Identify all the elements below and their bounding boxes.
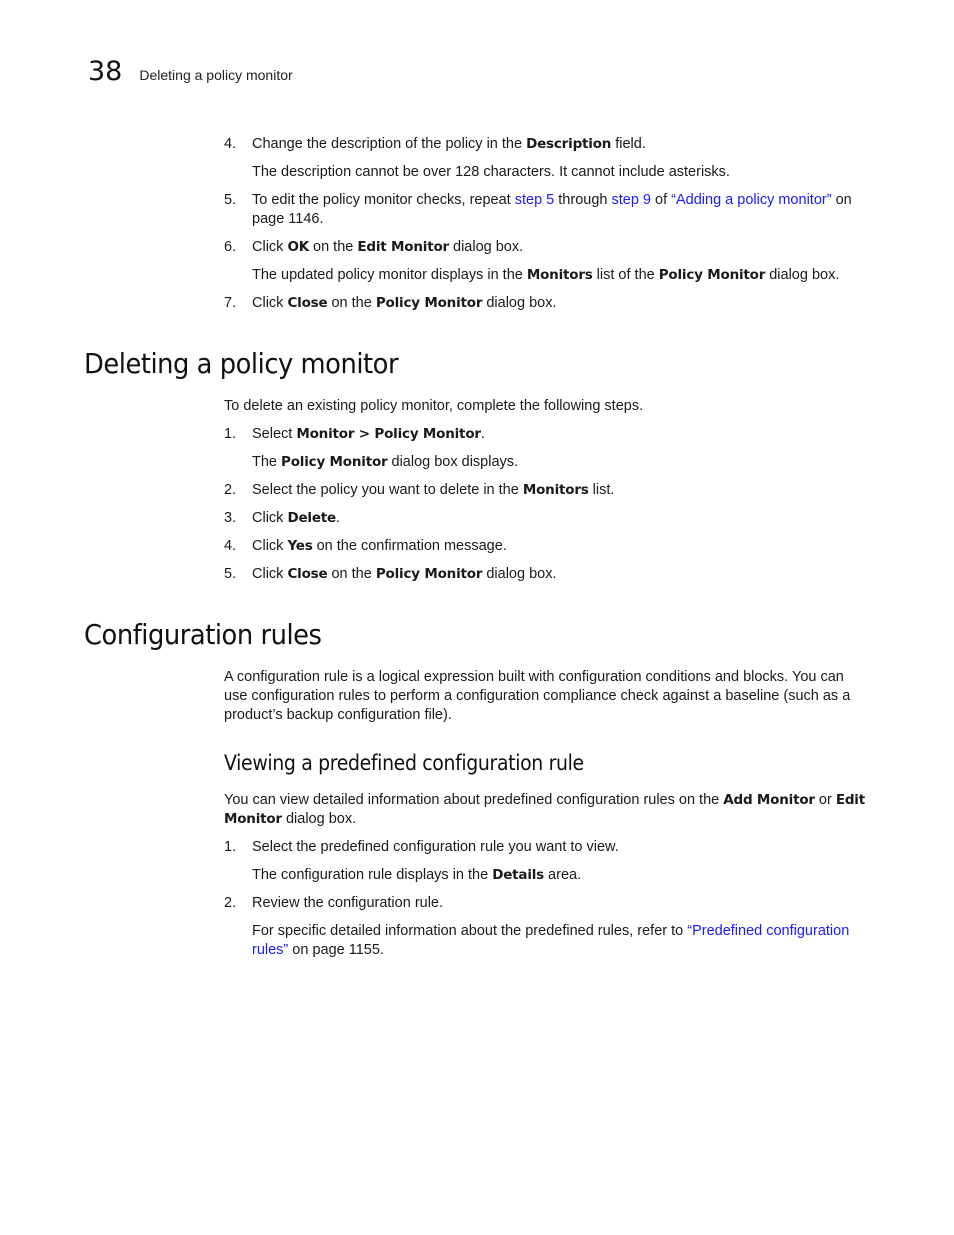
step-4: 4. Change the description of the policy in the Description field. [224, 136, 646, 152]
delete-step-3: 3. Click Delete. [224, 510, 341, 526]
deleting-intro: To delete an existing policy monitor, complete the following steps. [224, 398, 644, 414]
delete-step-2: 2. Select the policy you want to delete in the Monitors list. [224, 482, 615, 498]
step-4-note: The description cannot be over 128 characters. It cannot include asterisks. [252, 164, 730, 180]
heading-deleting-policy-monitor: Deleting a policy monitor [84, 347, 399, 380]
delete-step-1: 1. Select Monitor > Policy Monitor. [224, 426, 485, 442]
deleting-section [224, 397, 870, 593]
delete-step-5: 5. Click Close on the Policy Monitor dialog box. [224, 566, 557, 582]
config-rules-section [224, 668, 870, 734]
view-step-2-note: For specific detailed information about the predefined rules, refer to “Predefined configuration rules” on page 1155. [252, 923, 850, 958]
delete-step-1-note: The Policy Monitor dialog box displays. [252, 454, 519, 470]
config-rules-intro: A configuration rule is a logical expression built with configuration conditions and blocks. You can use configuration rules to perform a configuration compliance check against a baseline (such as a product’s backup configuration file). [224, 669, 851, 723]
link-adding-policy-monitor[interactable]: “Adding a policy monitor” [671, 192, 832, 208]
heading-configuration-rules: Configuration rules [84, 618, 322, 651]
heading-viewing-predefined-rule: Viewing a predefined configuration rule [224, 751, 584, 775]
step-6: 6. Click OK on the Edit Monitor dialog box. [224, 239, 524, 255]
delete-step-4: 4. Click Yes on the confirmation message. [224, 538, 507, 554]
step-6-note: The updated policy monitor displays in the Monitors list of the Policy Monitor dialog box. [252, 267, 840, 283]
view-step-1-note: The configuration rule displays in the Details area. [252, 867, 582, 883]
running-title: Deleting a policy monitor [139, 67, 293, 83]
step-5: 5. To edit the policy monitor checks, repeat step 5 through step 9 of “Adding a policy monitor” on page 1146. [224, 192, 852, 227]
link-step-9[interactable]: step 9 [611, 192, 651, 208]
top-steps [224, 135, 870, 322]
chapter-number: 38 [88, 56, 123, 87]
link-step-5[interactable]: step 5 [514, 192, 555, 208]
step-7: 7. Click Close on the Policy Monitor dialog box. [224, 295, 557, 311]
view-step-1: 1. Select the predefined configuration rule you want to view. [224, 839, 619, 855]
link-predefined-configuration-rules[interactable]: “Predefined configuration rules” [252, 923, 850, 958]
viewing-intro: You can view detailed information about predefined configuration rules on the Add Monitor or Edit Monitor dialog box. [224, 792, 865, 827]
page-header [88, 56, 293, 87]
view-step-2: 2. Review the configuration rule. [224, 895, 444, 911]
viewing-section [224, 791, 870, 969]
